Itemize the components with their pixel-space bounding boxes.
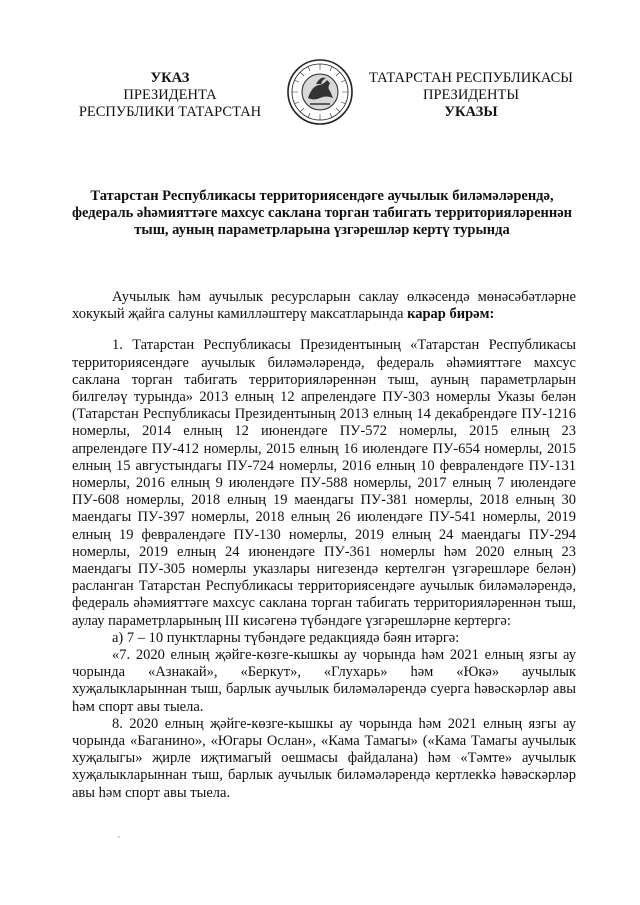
header-ru-line-3: РЕСПУБЛИКИ ТАТАРСТАН xyxy=(78,104,262,120)
header-ru-line-2: ПРЕЗИДЕНТА xyxy=(123,87,217,103)
header-tt-line-2: ПРЕЗИДЕНТЫ xyxy=(422,87,520,103)
scan-dot xyxy=(118,836,120,838)
header-ru xyxy=(60,70,280,121)
document-title: Татарстан Республикасы территориясендәге аучылык биләмәләрендә, федераль әһәмияттәге махсус саклана торган табигать территорияләреннән тыш, ауның параметрларына үзгәрешләр кертү турында xyxy=(72,188,573,238)
paragraph-a: а) 7 – 10 пунктларны түбәндәге редакциядә бәян итәргә: xyxy=(112,629,460,646)
header-tt-line-3: УКАЗЫ xyxy=(444,104,498,120)
header-ru-line-1: УКАЗ xyxy=(150,70,190,86)
header-tt xyxy=(358,70,584,121)
preamble xyxy=(72,289,576,323)
preamble-text: Аучылык һәм аучылык ресурсларын саклау өлкәсендә мөнәсәбәтләрне хокукый җайга салуны камилләштерү максатларында xyxy=(72,289,576,323)
document-body xyxy=(72,289,576,802)
header-tt-line-1: ТАТАРСТАН РЕСПУБЛИКАСЫ xyxy=(369,70,573,86)
preamble-decision: карар бирәм: xyxy=(407,306,495,323)
paragraph-7: «7. 2020 елның җәйге-көзге-кышкы ау чорында һәм 2021 елның язгы ау чорында «Азнакай», «Беркут», «Глухарь» һәм «Юкә» аучылык хуҗалыкларыннан тыш, барлык аучылык биләмәләрендә суерга һәвәскәрләр авы һәм спорт авы тыела. xyxy=(72,647,576,715)
coat-of-arms-icon xyxy=(286,58,354,126)
paragraph-8: 8. 2020 елның җәйге-көзге-кышкы ау чорында һәм 2021 елның язгы ау чорында «Баганино», «Югары Ослан», «Кама Тамагы» («Кама Тамагы аучылык хуҗалыгы» җирле иҗтимагый оешмасы файдалана) һәм «Тәмте» аучылык хуҗалыкларыннан тыш, барлык аучылык биләмәләрендә кертлекkә һәвәскәрләр авы һәм спорт авы тыела. xyxy=(72,715,576,801)
paragraph-1: 1. Татарстан Республикасы Президентының «Татарстан Республикасы территориясендәге аучылык биләмәләрендә, федераль әһәмияттәге махсус саклана торган табигать территорияләреннән тыш, ауның параметрларын билгеләү турында» 2013 елның 12 апрелендәге ПУ-303 номерлы Указы белән (Татарстан Республикасы Президентының 2013 елның 14 декабрендәге ПУ-1216 номерлы, 2014 елның 12 июнендәге ПУ-572 номерлы, 2015 елның 23 апрелендәге ПУ-412 номерлы, 2015 елның 16 июлендәге ПУ-654 номерлы, 2015 елның 15 августындагы ПУ-724 номерлы, 2016 елның 10 февралендәге ПУ-131 номерлы, 2016 елның 9 июлендәге ПУ-588 номерлы, 2017 елның 7 июлендәге ПУ-608 номерлы, 2018 елның 19 маендагы ПУ-381 номерлы, 2018 елның 30 маендагы ПУ-397 номерлы, 2018 елның 26 июлендәге ПУ-541 номерлы, 2019 елның 19 февралендәге ПУ-130 номерлы, 2019 елның 24 маендагы ПУ-294 номерлы, 2019 елның 24 июнендәге ПУ-361 номерлы һәм 2020 елның 23 маендагы ПУ-305 номерлы указлары нигезендә кертелгән үзгәрешләре белән) расланган Татарстан Республикасы территориясендәге аучылык биләмәләрендә, федераль әһәмияттәге махсус саклана торган табигать территорияләреннән тыш, аулау параметрларының III кисәгенә түбәндәге үзгәрешләрне кертергә: xyxy=(72,337,576,629)
